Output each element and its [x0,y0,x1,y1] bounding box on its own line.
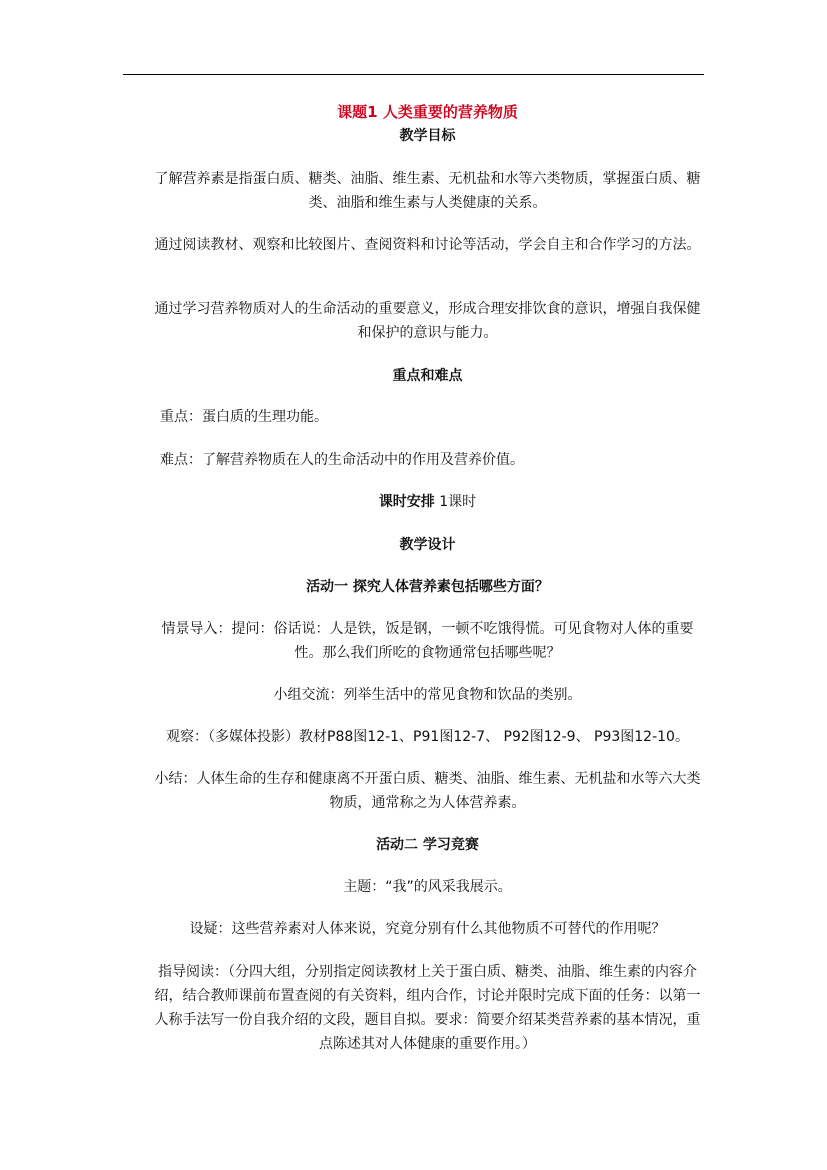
schedule-label: 课时安排 [378,494,435,510]
heading-activity-2: 活动二 学习竞赛 [376,837,479,853]
schedule-value: 1课时 [434,494,477,510]
objective-1: 了解营养素是指蛋白质、糖类、油脂、维生素、无机盐和水等六类物质，掌握蛋白质、糖类、油脂和维生素与人类健康的关系。 [154,171,701,211]
heading-objectives: 教学目标 [399,128,456,144]
question-line: 设疑：这些营养素对人体来说，究竟分别有什么其他物质不可替代的作用呢？ [189,921,666,937]
intro-paragraph: 情景导入：提问：俗话说：人是铁，饭是钢，一顿不吃饿得慌。可见食物对人体的重要性。那么我们所吃的食物通常包括哪些呢？ [161,621,694,661]
heading-design: 教学设计 [399,537,456,553]
group-discussion: 小组交流：列举生活中的常见食物和饮品的类别。 [273,687,582,703]
summary-paragraph: 小结：人体生命的生存和健康离不开蛋白质、糖类、油脂、维生素、无机盐和水等六大类物质，通常称之为人体营养素。 [154,771,701,811]
heading-activity-1: 活动一 探究人体营养素包括哪些方面？ [306,579,549,595]
theme-line: 主题：“我”的风采我展示。 [343,879,512,895]
header-rule [123,74,704,75]
guide-paragraph: 指导阅读：（分四大组，分别指定阅读教材上关于蛋白质、糖类、油脂、维生素的内容介绍，结合教师课前布置查阅的有关资料，组内合作，讨论并限时完成下面的任务：以第一人称手法写一份自我介绍的文段，题目自拟。要求：简要介绍某类营养素的基本情况，重点陈述其对人体健康的重要作用。） [154,964,701,1052]
page-title: 课题1 人类重要的营养物质 [337,103,518,121]
schedule-line [150,490,705,514]
key-point: 重点：蛋白质的生理功能。 [160,409,328,425]
difficult-point: 难点：了解营养物质在人的生命活动中的作用及营养价值。 [160,452,524,468]
objective-2: 通过阅读教材、观察和比较图片、查阅资料和讨论等活动，学会自主和合作学习的方法。 [154,237,701,253]
heading-key-points: 重点和难点 [392,368,463,384]
observation: 观察：（多媒体投影）教材P88图12-1、P91图12-7、 P92图12-9、 P93图12-10。 [166,729,689,745]
objective-3: 通过学习营养物质对人的生命活动的重要意义，形成合理安排饮食的意识，增强自我保健和保护的意识与能力。 [154,301,701,341]
